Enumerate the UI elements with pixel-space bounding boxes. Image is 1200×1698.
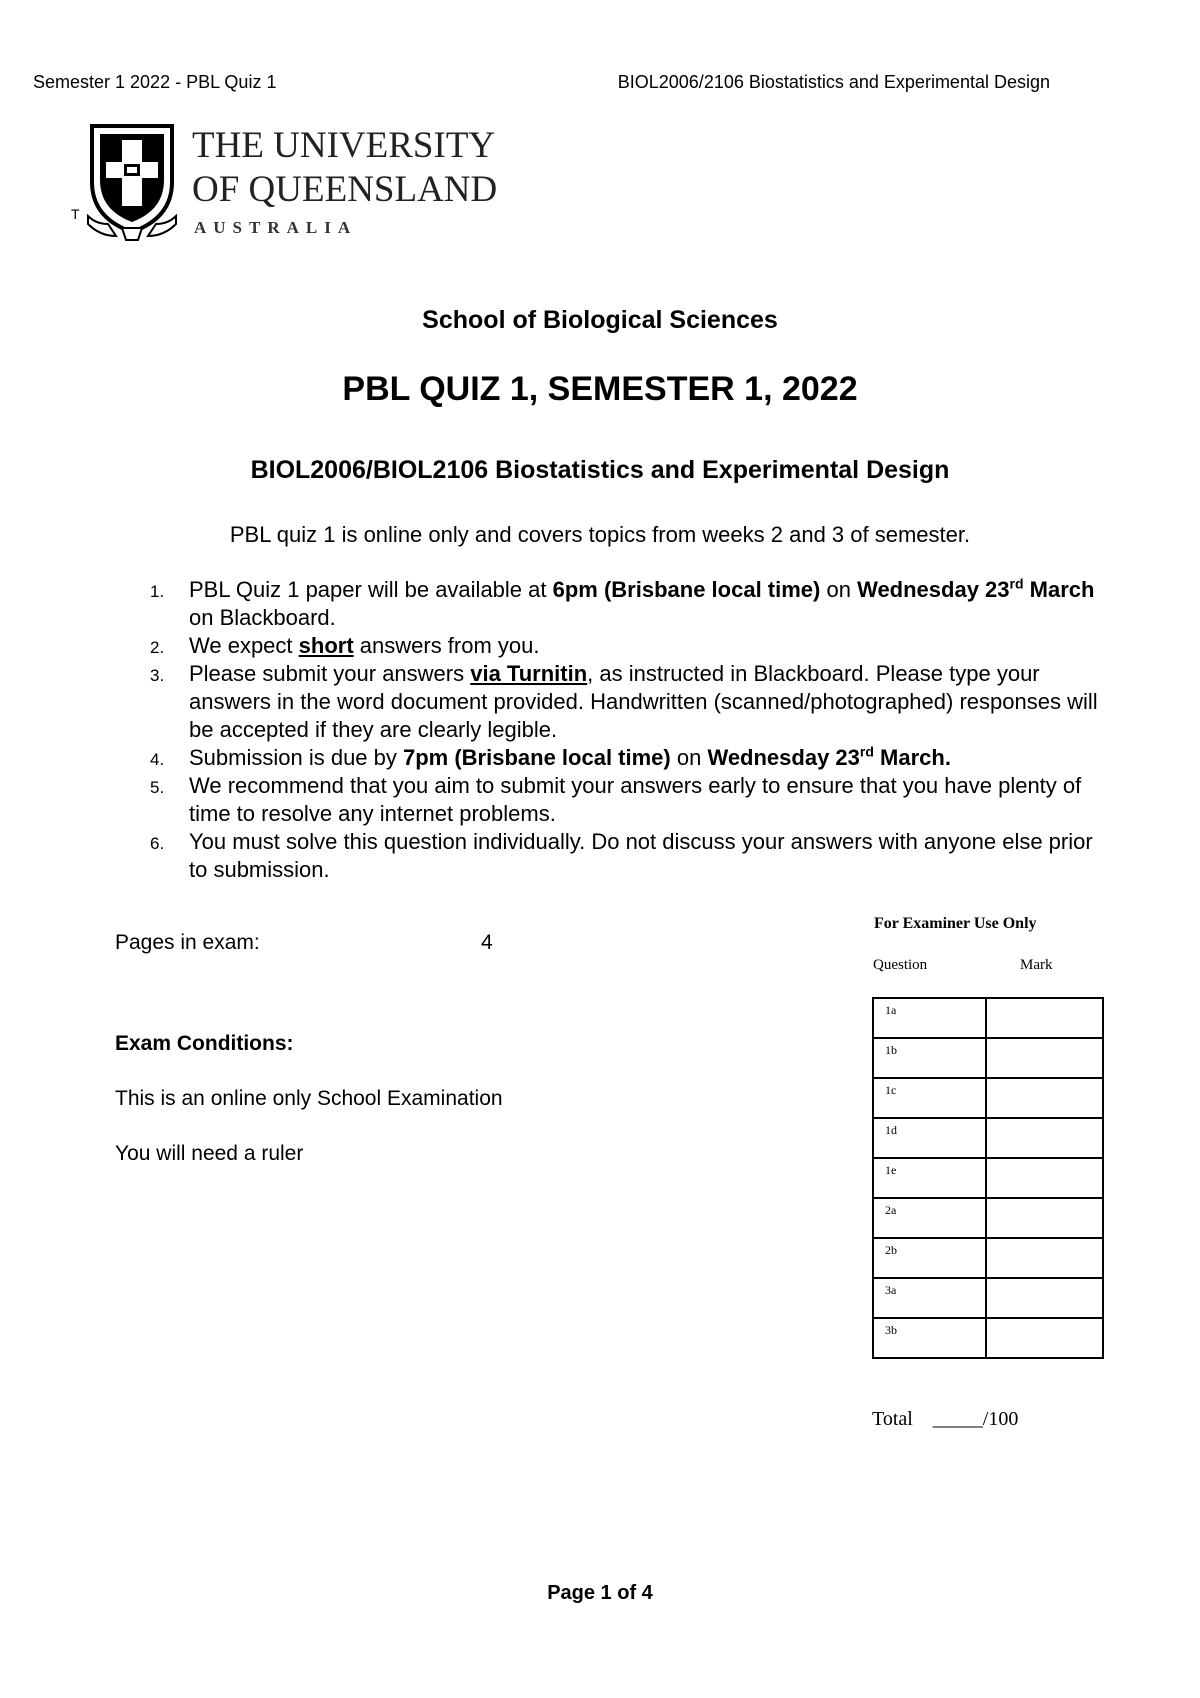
mark-cell (986, 1118, 1103, 1158)
university-name-line1: THE UNIVERSITY (192, 125, 496, 166)
question-cell: 2b (873, 1238, 986, 1278)
rule-emphasis: via Turnitin (470, 661, 588, 686)
mark-cell (986, 1318, 1103, 1358)
rule-text: on Blackboard. (189, 605, 336, 630)
question-cell: 3a (873, 1278, 986, 1318)
mark-cell (986, 1278, 1103, 1318)
rule-emphasis: Wednesday 23 (857, 577, 1010, 602)
table-row (873, 1118, 1103, 1158)
rule-emphasis: 7pm (Brisbane local time) (403, 745, 671, 770)
list-number: 5. (150, 778, 165, 797)
mark-column-header: Mark (1020, 957, 1053, 973)
university-name-line2: OF QUEENSLAND (192, 169, 498, 210)
stray-character: T (71, 206, 80, 222)
table-row (873, 1198, 1103, 1238)
table-row (873, 1158, 1103, 1198)
list-number: 1. (150, 582, 165, 601)
list-number: 4. (150, 750, 165, 769)
question-cell: 2a (873, 1198, 986, 1238)
mark-cell (986, 1158, 1103, 1198)
condition-line: You will need a ruler (115, 1142, 304, 1165)
question-cell: 1e (873, 1158, 986, 1198)
table-row (873, 1278, 1103, 1318)
instructions-list (140, 576, 1100, 884)
intro-text: PBL quiz 1 is online only and covers topics from weeks 2 and 3 of semester. (229, 522, 971, 547)
mark-cell (986, 1078, 1103, 1118)
list-item (140, 772, 1100, 828)
question-column-header: Question (873, 957, 928, 973)
rule-emphasis: short (298, 633, 354, 658)
marks-table (872, 997, 1104, 1359)
page-title: PBL QUIZ 1, SEMESTER 1, 2022 (342, 370, 858, 408)
list-item (140, 660, 1100, 744)
header-left: Semester 1 2022 - PBL Quiz 1 (33, 72, 277, 92)
table-row (873, 1078, 1103, 1118)
rule-text: Please submit your answers (189, 661, 471, 686)
university-crest-logo (86, 120, 178, 242)
question-cell: 3b (873, 1318, 986, 1358)
list-item (140, 828, 1100, 884)
rule-text: answers from you. (353, 633, 540, 658)
page-number: Page 1 of 4 (547, 1582, 653, 1604)
rule-emphasis: Wednesday 23 (707, 745, 860, 770)
school-name: School of Biological Sciences (422, 306, 778, 334)
pages-value: 4 (481, 931, 493, 954)
list-number: 3. (150, 666, 165, 685)
university-name-line3: AUSTRALIA (194, 218, 358, 237)
course-title: BIOL2006/BIOL2106 Biostatistics and Experimental Design (250, 456, 950, 484)
question-cell: 1d (873, 1118, 986, 1158)
conditions-heading: Exam Conditions: (115, 1032, 294, 1055)
rule-text: We recommend that you aim to submit your answers early to ensure that you have plenty of time to resolve any internet problems. (189, 773, 1082, 826)
rule-text: on (670, 745, 708, 770)
list-item (140, 744, 1100, 772)
table-row (873, 1038, 1103, 1078)
table-row (873, 1238, 1103, 1278)
ordinal-suffix: rd (1009, 575, 1024, 592)
list-item (140, 632, 1100, 660)
question-cell: 1b (873, 1038, 986, 1078)
header-right: BIOL2006/2106 Biostatistics and Experimental Design (617, 72, 1050, 92)
rule-emphasis: March. (873, 745, 951, 770)
rule-emphasis: March (1023, 577, 1095, 602)
rule-text: , as instructed in Blackboard. Please type your answers in the word document provided. Handwritten (scanned/photographed) responses will be accepted if they are clearly legible. (189, 661, 1098, 742)
mark-cell (986, 1238, 1103, 1278)
rule-text: We expect (189, 633, 299, 658)
table-row (873, 998, 1103, 1038)
total-score: Total _____/100 (872, 1408, 1019, 1430)
table-row (873, 1318, 1103, 1358)
mark-cell (986, 1198, 1103, 1238)
pages-label: Pages in exam: (115, 931, 260, 954)
rule-text: PBL Quiz 1 paper will be available at (189, 577, 553, 602)
rule-text: You must solve this question individually. Do not discuss your answers with anyone else prior to submission. (189, 829, 1093, 882)
list-number: 6. (150, 834, 165, 853)
ordinal-suffix: rd (859, 743, 874, 760)
list-number: 2. (150, 638, 165, 657)
question-cell: 1c (873, 1078, 986, 1118)
condition-line: This is an online only School Examination (115, 1087, 503, 1110)
mark-cell (986, 998, 1103, 1038)
rule-text: on (820, 577, 858, 602)
question-cell: 1a (873, 998, 986, 1038)
rule-emphasis: 6pm (Brisbane local time) (552, 577, 821, 602)
list-item (140, 576, 1100, 632)
mark-cell (986, 1038, 1103, 1078)
examiner-heading: For Examiner Use Only (874, 915, 1037, 932)
rule-text: Submission is due by (189, 745, 403, 770)
